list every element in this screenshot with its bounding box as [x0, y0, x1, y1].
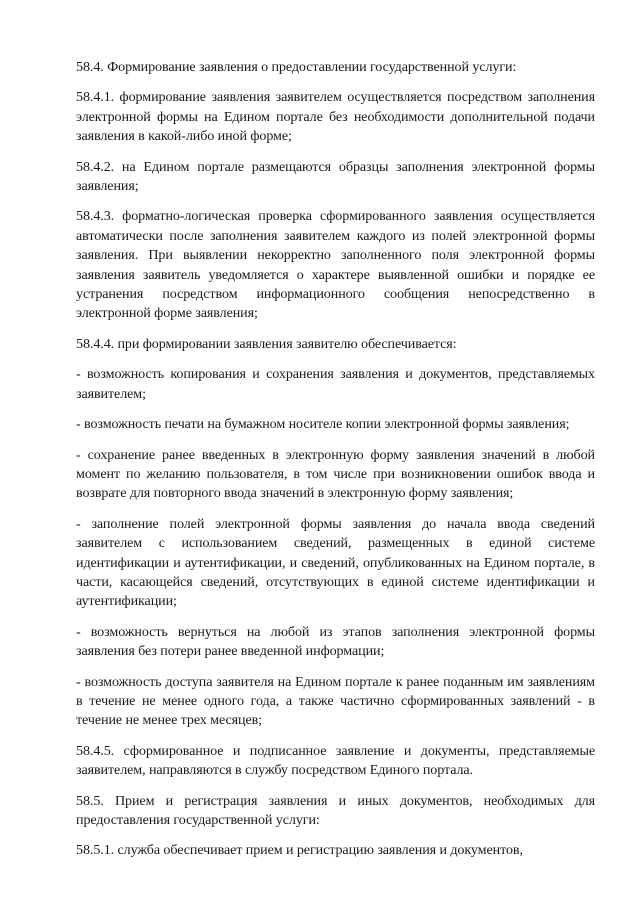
paragraph-58-4-3: 58.4.3. форматно-логическая проверка сформированного заявления осуществляется автоматически после заполнения заявителем каждого из полей электронной формы заявления. При выявлении некорректно заполненного поля электронной формы заявления заявитель уведомляется о характере выявленной ошибки и порядке ее устранения посредством информационного сообщения непосредственно в электронной форме заявления; — [76, 208, 595, 322]
list-item-save-values: - сохранение ранее введенных в электронную форму заявления значений в любой момент по желанию пользователя, в том числе при возникновении ошибок ввода и возврате для повторного ввода значений в электронную форму заявления; — [76, 446, 595, 502]
paragraph-58-5-1: 58.5.1. служба обеспечивает прием и регистрацию заявления и документов, — [76, 842, 523, 859]
paragraph-58-5: 58.5. Прием и регистрация заявления и иных документов, необходимых для предоставления государственной услуги: — [76, 792, 595, 828]
list-item-copy-save: - возможность копирования и сохранения заявления и документов, представляемых заявителем; — [76, 366, 595, 402]
list-item-access-history: - возможность доступа заявителя на Едином портале к ранее поданным им заявлениям в течение не менее одного года, а также частично сформированных заявлений - в течение не менее трех месяцев; — [76, 673, 595, 729]
list-item-print: - возможность печати на бумажном носителе копии электронной формы заявления; — [76, 416, 570, 433]
paragraph-58-4-2: 58.4.2. на Едином портале размещаются образцы заполнения электронной формы заявления; — [76, 158, 595, 195]
list-item-return-step: - возможность вернуться на любой из этапов заполнения электронной формы заявления без потери ранее введенной информации; — [76, 623, 595, 660]
paragraph-58-4-4: 58.4.4. при формировании заявления заявителю обеспечивается: — [76, 335, 457, 352]
paragraph-58-4: 58.4. Формирование заявления о предоставлении государственной услуги: — [76, 59, 517, 75]
paragraph-58-4-5: 58.4.5. сформированное и подписанное заявление и документы, представляемые заявителем, направляются в службу посредством Единого портала. — [76, 742, 595, 779]
paragraph-58-4-1: 58.4.1. формирование заявления заявителем осуществляется посредством заполнения электронной формы на Едином портале без необходимости дополнительной подачи заявления в какой-либо иной форме; — [76, 89, 595, 145]
list-item-autofill: - заполнение полей электронной формы заявления до начала ввода сведений заявителем с использованием сведений, размещенных в единой системе идентификации и аутентификации, и сведений, опубликованных на Едином портале, в части, касающейся сведений, отсутствующих в единой системе идентификации и аутентификации; — [76, 515, 595, 610]
